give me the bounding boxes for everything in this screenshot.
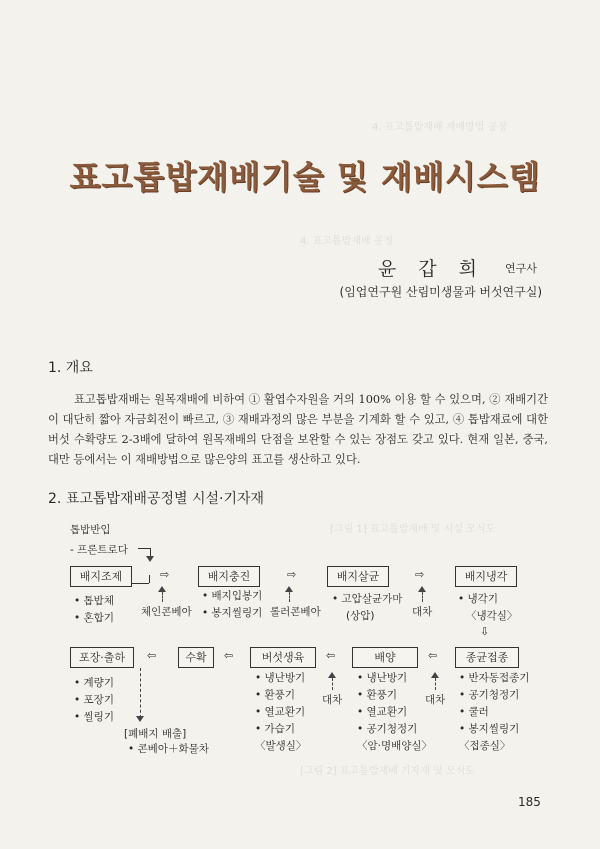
waste-link — [140, 668, 141, 718]
return-line — [149, 575, 150, 583]
equipment-item: (상압) — [346, 610, 375, 622]
flow-arrow-left: ⇦ — [326, 649, 336, 662]
process-box: 배지살균 — [327, 566, 389, 587]
arrowhead — [146, 556, 154, 562]
process-box: 종균접종 — [455, 647, 519, 668]
flow-arrow-left: ⇦ — [147, 649, 157, 662]
equipment-item: • 열교환기 — [255, 706, 306, 718]
author-affiliation: (임업연구원 산림미생물과 버섯연구실) — [339, 285, 542, 299]
waste-label: [폐배지 배출] — [124, 728, 187, 740]
equipment-item: • 쿨러 — [459, 706, 489, 718]
conveyor-label: 롤러콘베아 — [270, 606, 321, 618]
equipment-item: • 공기청정기 — [357, 723, 418, 735]
equipment-item: • 톱밥체 — [74, 595, 114, 607]
equipment-item: • 포장기 — [74, 694, 114, 706]
flow-arrow-left: ⇦ — [224, 649, 234, 662]
equipment-item: • 공기청정기 — [459, 689, 520, 701]
carrier-label: 대차 — [322, 694, 343, 706]
input-label: 톱밥반입 — [70, 524, 111, 536]
equipment-list — [202, 588, 262, 622]
equipment-list — [332, 591, 402, 625]
equipment-list — [458, 591, 517, 625]
flow-arrow-down: ⇩ — [480, 625, 490, 638]
waste-item: • 콘베아＋화물차 — [128, 743, 209, 755]
section-heading: 2. 표고톱밥재배공정별 시설·기자재 — [48, 491, 265, 507]
conveyor-link — [289, 592, 290, 602]
bleed-text: [그림 1] 표고톱밥재배 및 시설 모식도 — [330, 524, 496, 535]
bleed-text: 4. 표고톱밥재배 공정 — [300, 236, 394, 247]
input-line — [138, 548, 150, 549]
equipment-item: • 고압살균가마 — [332, 593, 403, 605]
equipment-item: 〈냉각실〉 — [466, 610, 518, 622]
section-heading: 1. 개요 — [48, 360, 93, 376]
return-line — [131, 583, 149, 584]
equipment-item: • 환풍기 — [357, 689, 397, 701]
equipment-item: • 봉지씰링기 — [459, 723, 520, 735]
equipment-item: • 냉난방기 — [255, 672, 306, 684]
equipment-item: • 씰링기 — [74, 711, 114, 723]
process-box: 버섯생육 — [250, 647, 316, 668]
bleed-text: [그림 2] 표고톱밥재배 기자재 및 모식도 — [300, 766, 475, 777]
bleed-text: 4. 표고톱밥재배 재배방법 공정 — [372, 122, 507, 133]
carrier-label: 대차 — [425, 694, 446, 706]
equipment-item: 〈암·명배양실〉 — [357, 740, 433, 752]
carrier-label: 대차 — [412, 606, 433, 618]
equipment-item: • 봉지씰링기 — [202, 607, 263, 619]
equipment-list — [74, 675, 114, 726]
flow-arrow-right: ⇨ — [160, 568, 170, 581]
flow-arrow-left: ⇦ — [428, 649, 438, 662]
process-box: 배지조제 — [70, 566, 132, 587]
conveyor-link — [162, 592, 163, 602]
conveyor-label: 체인콘베아 — [141, 606, 192, 618]
equipment-list — [459, 670, 529, 755]
carrier-link — [435, 678, 436, 690]
carrier-link — [332, 678, 333, 690]
flow-arrow-right: ⇨ — [287, 568, 297, 581]
equipment-list — [255, 670, 306, 755]
process-box: 포장·출하 — [70, 647, 134, 668]
section-body: 표고톱밥재배는 원목재배에 비하여 ① 활엽수자원을 거의 100% 이용 할 수 있으며, ② 재배기간이 대단히 짧아 자금회전이 빠르고, ③ 재배과정의 많은 부분을 기계화 할 수 있고, ④ 톱밥재료에 대한 버섯 수확량도 2-3배에 달하여 원목재배의 단점을 보완할 수 있는 장점도 갖고 있다. 현재 일본, 중국, 대만 등에서는 이 재배방법으로 많은양의 표고를 생산하고 있다. — [48, 393, 548, 466]
equipment-item: 〈접종실〉 — [459, 740, 511, 752]
equipment-item: • 혼합기 — [74, 612, 114, 624]
flow-arrow-right: ⇨ — [415, 568, 425, 581]
page-number: 185 — [518, 795, 541, 809]
process-box: 배지냉각 — [455, 566, 517, 587]
process-box: 배지충진 — [198, 566, 260, 587]
equipment-item: • 냉각기 — [458, 593, 498, 605]
equipment-item: • 가습기 — [255, 723, 295, 735]
equipment-item: • 계량기 — [74, 677, 114, 689]
equipment-item: • 냉난방기 — [357, 672, 408, 684]
carrier-link — [422, 592, 423, 602]
process-box: 배양 — [352, 647, 418, 668]
input-sub-label: - 프론트로다 — [70, 544, 128, 556]
article-title: 표고톱밥재배기술 및 재배시스템 — [69, 158, 541, 196]
author-role: 연구사 — [505, 262, 537, 275]
equipment-item: • 환풍기 — [255, 689, 295, 701]
process-box: 수확 — [178, 647, 214, 668]
equipment-item: 〈발생실〉 — [255, 740, 307, 752]
equipment-list — [357, 670, 432, 755]
author-name: 윤 갑 희 — [377, 258, 485, 280]
arrowhead — [136, 716, 144, 722]
equipment-list — [74, 593, 114, 627]
equipment-item: • 배지입봉기 — [202, 590, 263, 602]
equipment-item: • 열교환기 — [357, 706, 408, 718]
equipment-item: • 반자동접종기 — [459, 672, 530, 684]
